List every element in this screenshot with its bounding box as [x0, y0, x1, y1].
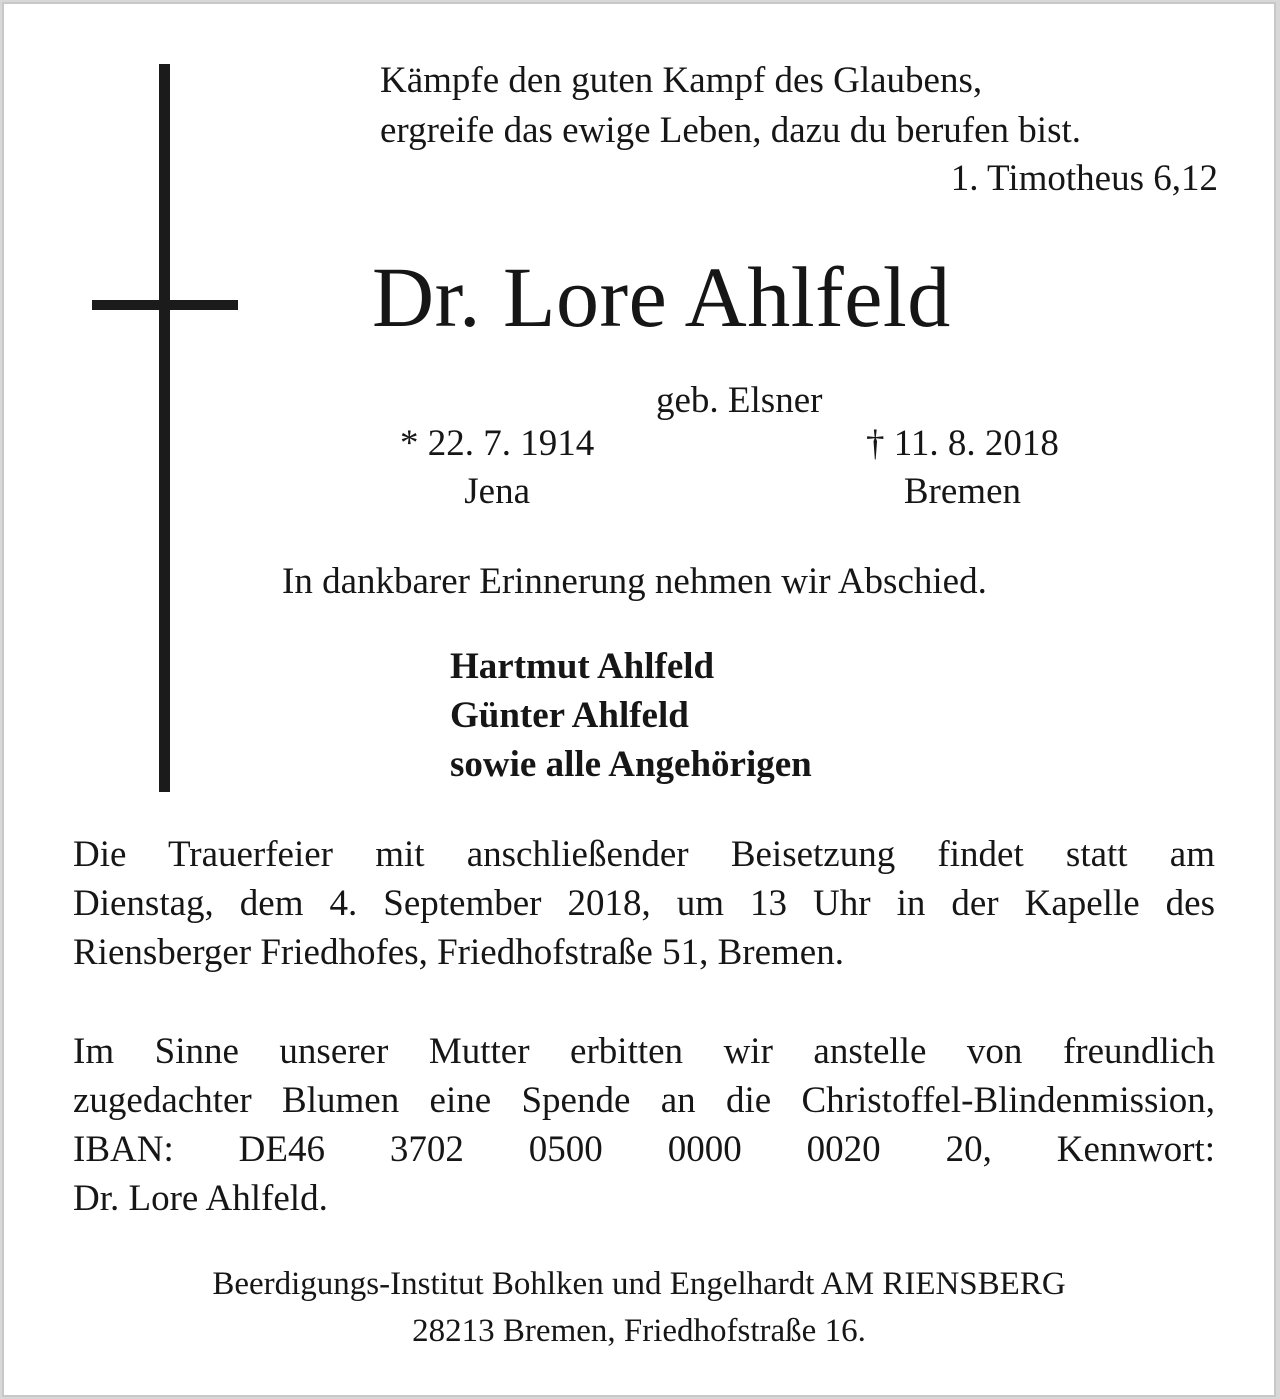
funeral-line: Dienstag, dem 4. September 2018, um 13 Uhr in der Kapelle des [73, 883, 1215, 924]
mourner-name: Günter Ahlfeld [450, 695, 689, 736]
verse-line-1: Kämpfe den guten Kampf des Glaubens, [380, 60, 983, 101]
funeral-paragraph [73, 830, 1215, 977]
birth-place: Jena [464, 471, 530, 512]
death-info [866, 420, 1059, 516]
birth-name: geb. Elsner [656, 380, 823, 421]
cross-icon [159, 64, 170, 792]
donation-line: zugedachter Blumen eine Spende an die Christoffel-Blindenmission, [73, 1080, 1215, 1121]
donation-line: IBAN: DE46 3702 0500 0000 0020 20, Kennwort: [73, 1129, 1215, 1170]
bible-verse [380, 56, 1081, 156]
mourners-list [450, 642, 812, 789]
verse-reference: 1. Timotheus 6,12 [950, 158, 1218, 199]
cross-icon-bar [92, 300, 238, 310]
donation-line: Dr. Lore Ahlfeld. [73, 1178, 328, 1219]
mourner-name: sowie alle Angehörigen [450, 744, 812, 785]
deceased-name: Dr. Lore Ahlfeld [372, 249, 951, 345]
birth-date: * 22. 7. 1914 [400, 423, 595, 464]
funeral-line: Riensberger Friedhofes, Friedhofstraße 51, Bremen. [73, 932, 844, 973]
verse-line-2: ergreife das ewige Leben, dazu du berufen bist. [380, 110, 1081, 151]
donation-line: Im Sinne unserer Mutter erbitten wir anstelle von freundlich [73, 1031, 1215, 1072]
funeral-home-address: 28213 Bremen, Friedhofstraße 16. [412, 1313, 866, 1349]
funeral-line: Die Trauerfeier mit anschließender Beisetzung findet statt am [73, 834, 1215, 875]
funeral-home [4, 1261, 1274, 1355]
mourner-name: Hartmut Ahlfeld [450, 646, 715, 687]
obituary-notice [2, 2, 1276, 1397]
death-date: † 11. 8. 2018 [866, 423, 1059, 464]
death-place: Bremen [903, 471, 1021, 512]
birth-info [400, 420, 594, 516]
donation-paragraph [73, 1027, 1215, 1223]
farewell-line: In dankbarer Erinnerung nehmen wir Abschied. [282, 561, 987, 602]
funeral-home-name: Beerdigungs-Institut Bohlken und Engelhardt AM RIENSBERG [212, 1266, 1066, 1302]
